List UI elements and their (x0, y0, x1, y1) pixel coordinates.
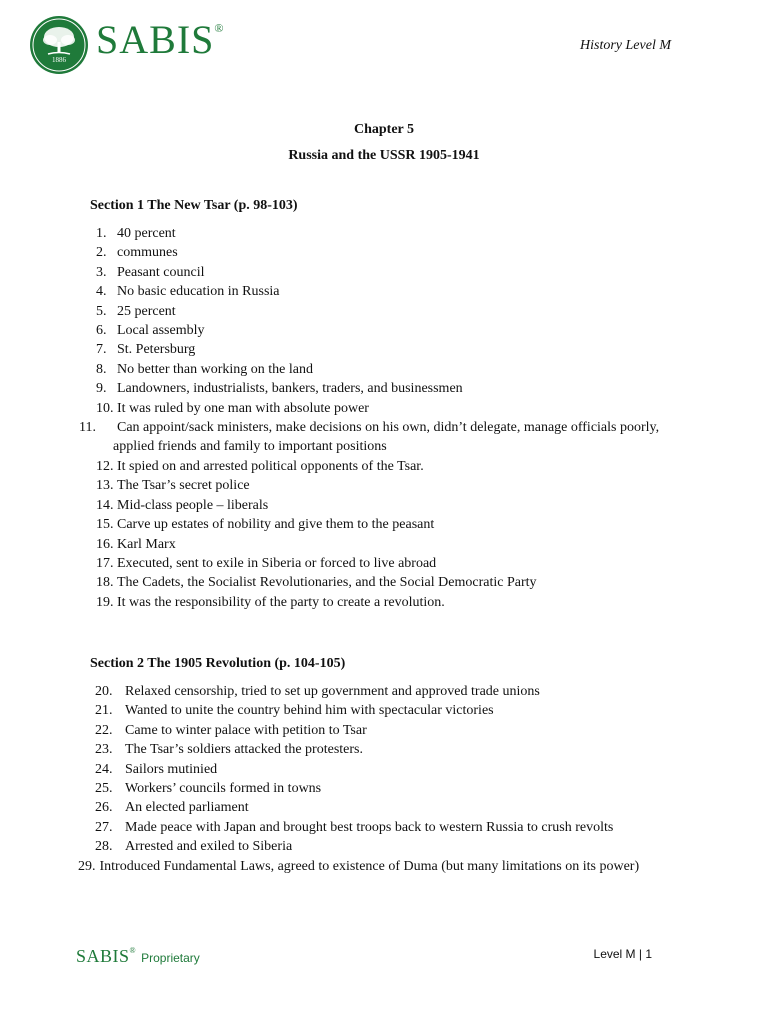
list-item: 20. Relaxed censorship, tried to set up government and approved trade unions (95, 684, 540, 699)
section-2-heading: Section 2 The 1905 Revolution (p. 104-105) (90, 656, 346, 671)
list-item: 19. It was the responsibility of the party to create a revolution. (96, 594, 445, 610)
list-item: 18. The Cadets, the Socialist Revolutionaries, and the Social Democratic Party (96, 575, 537, 591)
document-header-title: History Level M (580, 38, 671, 53)
list-item: 7. St. Petersburg (96, 342, 196, 358)
list-item: 9. Landowners, industrialists, bankers, traders, and businessmen (96, 381, 463, 397)
section-1-answer-list (79, 224, 676, 612)
list-item: 23. The Tsar’s soldiers attacked the protesters. (95, 742, 363, 758)
sabis-seal-logo (30, 16, 88, 74)
list-item: 29. Introduced Fundamental Laws, agreed to existence of Duma (but many limitations on its power) (78, 858, 640, 874)
list-item: 28. Arrested and exiled to Siberia (95, 839, 293, 855)
brand-wordmark: SABIS® (96, 17, 225, 62)
list-item: 16. Karl Marx (96, 536, 176, 552)
list-item: 27. Made peace with Japan and brought best troops back to western Russia to crush revolts (95, 819, 614, 835)
footer-brand-logo: SABIS® Proprietary (76, 946, 200, 966)
chapter-subtitle: Russia and the USSR 1905-1941 (288, 148, 480, 163)
list-item: 26. An elected parliament (95, 800, 249, 816)
list-item: 8. No better than working on the land (96, 361, 313, 377)
list-item: 17. Executed, sent to exile in Siberia or forced to live abroad (96, 555, 437, 571)
list-item: 24. Sailors mutinied (95, 761, 218, 777)
chapter-title: Chapter 5 (353, 122, 415, 137)
list-item: 14. Mid-class people – liberals (96, 497, 269, 513)
list-item: 15. Carve up estates of nobility and give them to the peasant (96, 517, 435, 533)
list-item: 3. Peasant council (96, 264, 205, 280)
seal-year: 1886 (52, 56, 66, 64)
list-item: 21. Wanted to unite the country behind him with spectacular victories (95, 703, 494, 719)
list-item: 11. Can appoint/sack ministers, make decisions on his own, didn’t delegate, manage officials poorly, applied friends and family to important positions (79, 420, 660, 455)
list-item: 4. No basic education in Russia (96, 284, 280, 300)
list-item: 10. It was ruled by one man with absolute power (96, 400, 369, 416)
section-1-heading: Section 1 The New Tsar (p. 98-103) (90, 198, 298, 213)
section-2-answer-list (78, 682, 675, 876)
list-item: 13. The Tsar’s secret police (96, 478, 250, 494)
page-header (0, 0, 768, 100)
list-item: 22. Came to winter palace with petition to Tsar (95, 722, 367, 738)
list-item: 25. Workers’ councils formed in towns (95, 781, 322, 797)
page-number: Level M | 1 (593, 947, 652, 961)
list-item: 1. 40 percent (96, 226, 176, 241)
list-item: 5. 25 percent (96, 303, 176, 319)
list-item: 2. communes (96, 245, 178, 261)
list-item: 6. Local assembly (96, 323, 205, 339)
tree-icon (30, 16, 88, 74)
list-item: 12. It spied on and arrested political opponents of the Tsar. (96, 458, 424, 474)
